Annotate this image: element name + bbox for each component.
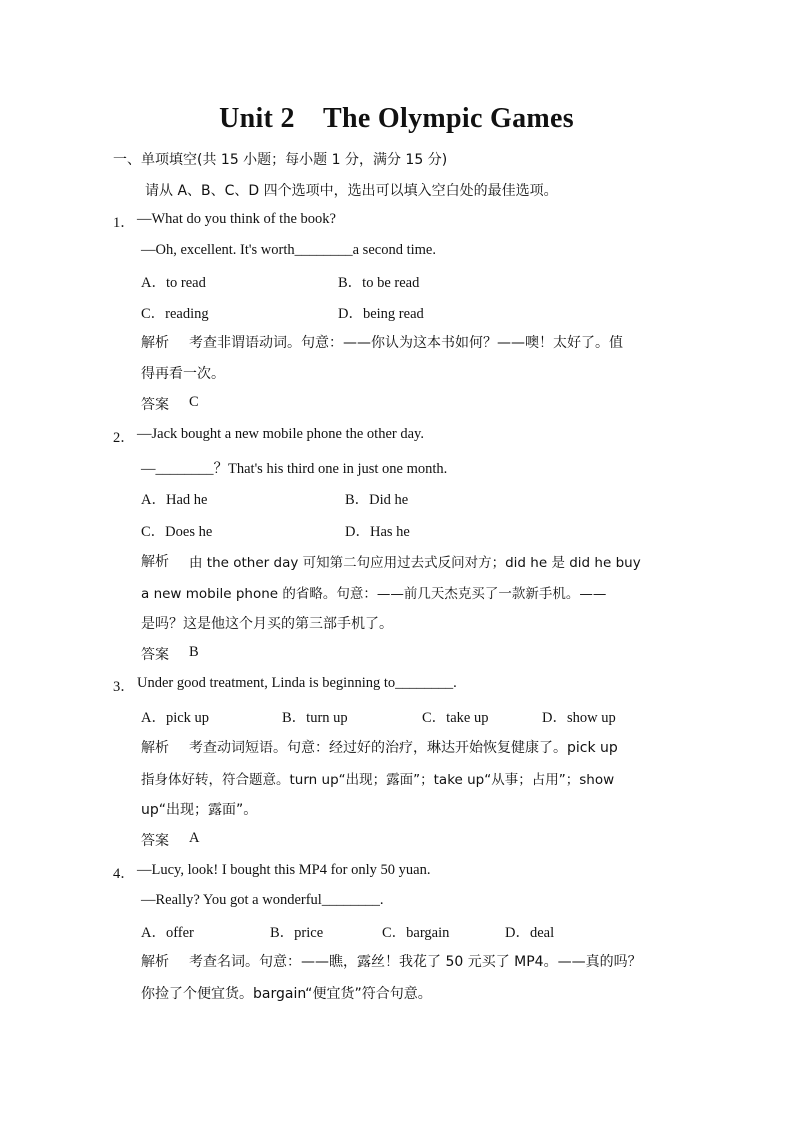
option-d: D．show up [542,710,616,726]
analysis-label: 解析 [141,740,169,756]
section-instruction: 请从 A、B、C、D 四个选项中，选出可以填入空白处的最佳选项。 [145,183,558,199]
answer-label: 答案 [141,833,169,849]
analysis-text: 是吗？这是他这个月买的第三部手机了。 [141,616,393,632]
answer-value: B [189,644,199,660]
analysis-text: up“出现；露面”。 [141,802,258,818]
analysis-text: 你捡了个便宜货。bargain“便宜货”符合句意。 [141,986,432,1002]
option-d: D．being read [338,306,424,322]
answer-value: C [189,394,199,410]
question-text: —________？That's his third one in just one month. [141,461,448,477]
answer-value: A [189,830,200,846]
section-heading: 一、单项填空(共 15 小题；每小题 1 分，满分 15 分) [113,152,448,168]
analysis-text: 考查名词。句意：——瞧，露丝！我花了 50 元买了 MP4。——真的吗？ [189,954,642,970]
analysis-text: 由 the other day 可知第二句应用过去式反问对方；did he 是 did he buy [189,555,641,571]
option-a: A．Had he [141,492,208,508]
analysis-text: 指身体好转，符合题意。turn up“出现；露面”；take up“从事；占用”；show [141,772,615,788]
question-text: —Oh, excellent. It's worth________a second time. [141,242,436,258]
question-text: Under good treatment, Linda is beginning to________. [137,675,457,691]
question-number: 1． [113,215,135,231]
option-c: C．bargain [382,925,450,941]
option-c: C．Does he [141,524,213,540]
analysis-label: 解析 [141,335,169,351]
option-a: A．pick up [141,710,210,726]
option-b: B．to be read [338,275,420,291]
question-number: 3． [113,679,135,695]
option-b: B．Did he [345,492,409,508]
analysis-label: 解析 [141,954,169,970]
question-text: —Jack bought a new mobile phone the other day. [137,426,424,442]
page-title: Unit 2 The Olympic Games [219,103,574,134]
option-b: B．price [270,925,324,941]
analysis-text: 考查动词短语。句意：经过好的治疗，琳达开始恢复健康了。pick up [189,740,618,756]
question-number: 4． [113,866,135,882]
option-a: A．offer [141,925,194,941]
option-c: C．take up [422,710,489,726]
option-d: D．Has he [345,524,410,540]
question-text: —What do you think of the book? [137,211,336,227]
answer-label: 答案 [141,647,169,663]
answer-label: 答案 [141,397,169,413]
question-text: —Lucy, look! I bought this MP4 for only 50 yuan. [137,862,431,878]
question-number: 2． [113,430,135,446]
option-c: C．reading [141,306,209,322]
option-d: D．deal [505,925,555,941]
analysis-text: 得再看一次。 [141,366,225,382]
analysis-text: a new mobile phone 的省略。句意：——前几天杰克买了一款新手机。—— [141,586,607,602]
question-text: —Really? You got a wonderful________. [141,892,384,908]
analysis-label: 解析 [141,554,169,570]
option-b: B．turn up [282,710,348,726]
option-a: A．to read [141,275,206,291]
analysis-text: 考查非谓语动词。句意：——你认为这本书如何？——噢！太好了。值 [189,335,623,351]
